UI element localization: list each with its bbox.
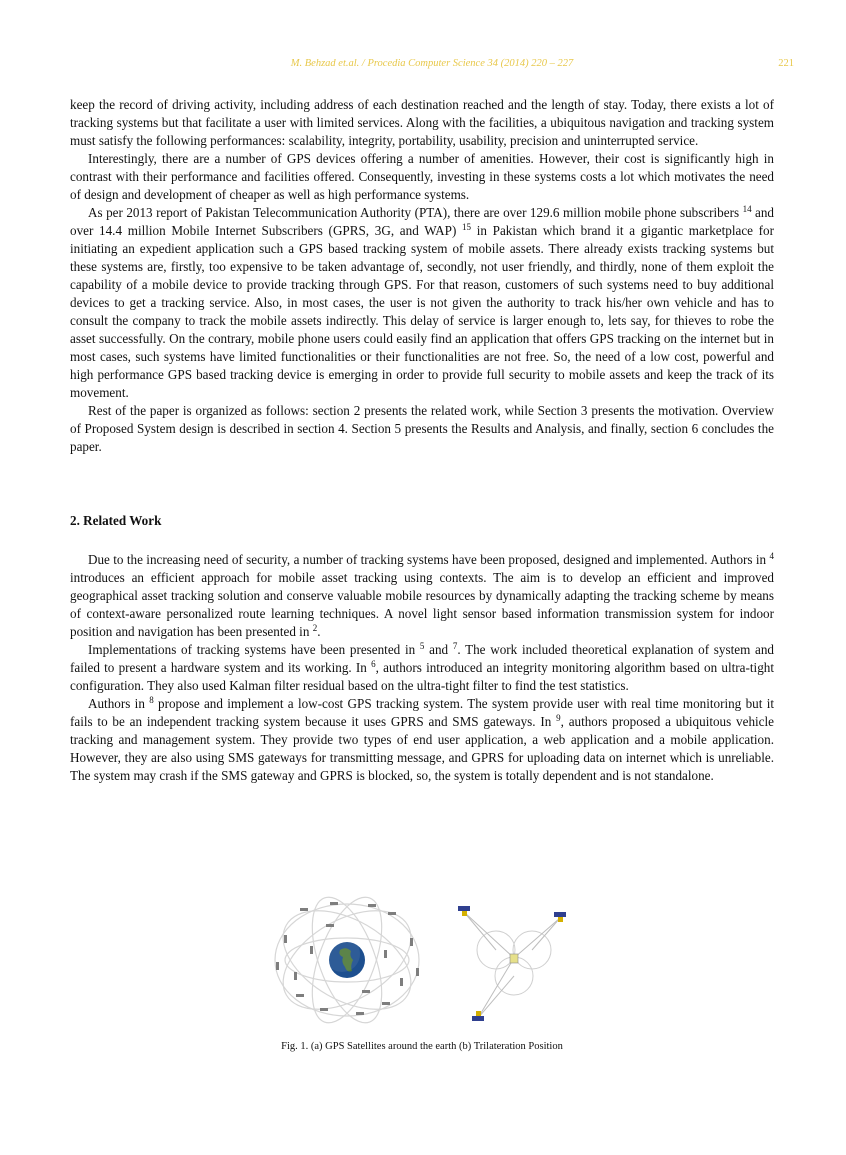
paragraph: Due to the increasing need of security, a number of tracking systems have been proposed, designed and implemented. Authors in $^4$ introduces an efficient approach for mobile asset tracking using contexts. The aim is to develop an efficient and improved geographical asset tracking solution and conserve valuable mobile resources by dynamically adapting the tracking scheme by means of context-aware personalized route learning techniques. A novel light sensor based information transmission system for indoor position and navigation has been presented in $^2$.: [70, 551, 774, 639]
trilateration-diagram: [458, 906, 566, 1021]
figure-1: [270, 890, 580, 1030]
citation-ref[interactable]: 14: [742, 204, 752, 214]
main-text: [70, 96, 774, 785]
citation-ref[interactable]: 4: [769, 551, 774, 561]
citation-ref[interactable]: 8: [149, 695, 154, 705]
paragraph: Interestingly, there are a number of GPS devices offering a number of amenities. However, their cost is significantly high in contrast with their performance and facilities offered. Consequently, investing in these systems costs a lot which motivates the need of design and development of cheaper as well as high performance systems.: [70, 151, 774, 202]
page-number: 221: [778, 58, 794, 69]
satellite-constellation: [270, 890, 428, 1030]
gps-figure-graphic: [270, 890, 580, 1030]
paragraph: Rest of the paper is organized as follows: section 2 presents the related work, while Section 3 presents the motivation. Overview of Proposed System design is described in section 4. Section 5 presents the Results and Analysis, and finally, section 6 concludes the paper.: [70, 403, 774, 454]
paragraph: As per 2013 report of Pakistan Telecommunication Authority (PTA), there are over 129.6 million mobile phone subscribers $^{14}$ and over 14.4 million Mobile Internet Subscribers (GPRS, 3G, and WAP) $^{15}$ in Pakistan which brand it a gigantic marketplace for initiating an expedient application such a GPS based tracking system of mobile assets. There already exists tracking systems but these systems are, firstly, too expensive to be taken advantage of, secondly, not user friendly, and thirdly, none of them exploit the capability of a mobile device to provide tracking through GPS. For that reason, customers of such systems need to buy additional devices to get a tracking service. Also, in most cases, the user is not given the authority to track his/her own vehicle and has to consult the company to track the mobile assets indirectly. This delay of service is larger enough to, lets say, for thieves to robe the asset successfully. On the contrary, mobile phone users could easily find an application that offers GPS tracking on the internet but in most cases, such systems have limited functionalities or their functionalities are not free. So, the need of a low cost, powerful and high performance GPS based tracking device is emerging in order to provide full security to mobile assets and keep the track of its movement.: [70, 204, 775, 400]
citation-ref[interactable]: 9: [556, 713, 561, 723]
citation-ref[interactable]: 2: [312, 623, 318, 633]
paragraph: keep the record of driving activity, including address of each destination reached and the length of stay. Today, there exists a lot of tracking systems but that facilitate a user with limited services. Along with the facilities, a ubiquitous navigation and tracking system must satisfy the following performances: scalability, integrity, portability, usability, precision and uninterrupted service.: [70, 97, 774, 148]
citation-ref[interactable]: 5: [419, 641, 425, 651]
receiver-icon: [510, 954, 518, 963]
satellite-icon: [458, 906, 470, 916]
running-title: M. Behzad et.al. / Procedia Computer Science 34 (2014) 220 – 227: [290, 58, 574, 69]
section-heading: 2. Related Work: [70, 513, 162, 528]
paragraph: Authors in $^8$ propose and implement a low-cost GPS tracking system. The system provide user with real time monitoring but it fails to be an independent tracking system because it uses GPRS and SMS gateways. In $^9$, authors proposed a ubiquitous vehicle tracking and management system. They provide two types of end user application, a web application and a mobile application. However, they are also using SMS gateways for transmitting message, and GPRS for uploading data on internet which is unreliable. The system may crash if the SMS gateway and GPRS is blocked, so, the system is totally dependent and is not standalone.: [70, 695, 774, 783]
citation-ref[interactable]: 6: [371, 659, 376, 669]
citation-ref[interactable]: 7: [452, 641, 458, 651]
running-header: [70, 58, 794, 74]
figure-caption: Fig. 1. (a) GPS Satellites around the earth (b) Trilateration Position: [281, 1041, 563, 1052]
satellite-icon: [554, 912, 566, 922]
citation-ref[interactable]: 15: [462, 222, 472, 232]
paragraph: Implementations of tracking systems have been presented in $^5$ and $^7$. The work included theoretical explanation of system and failed to present a hardware system and its working. In $^6$, authors introduced an integrity monitoring algorithm based on ultra-tight configuration. They also used Kalman filter residual based on the ultra-tight filter to find the test statistics.: [70, 641, 774, 693]
